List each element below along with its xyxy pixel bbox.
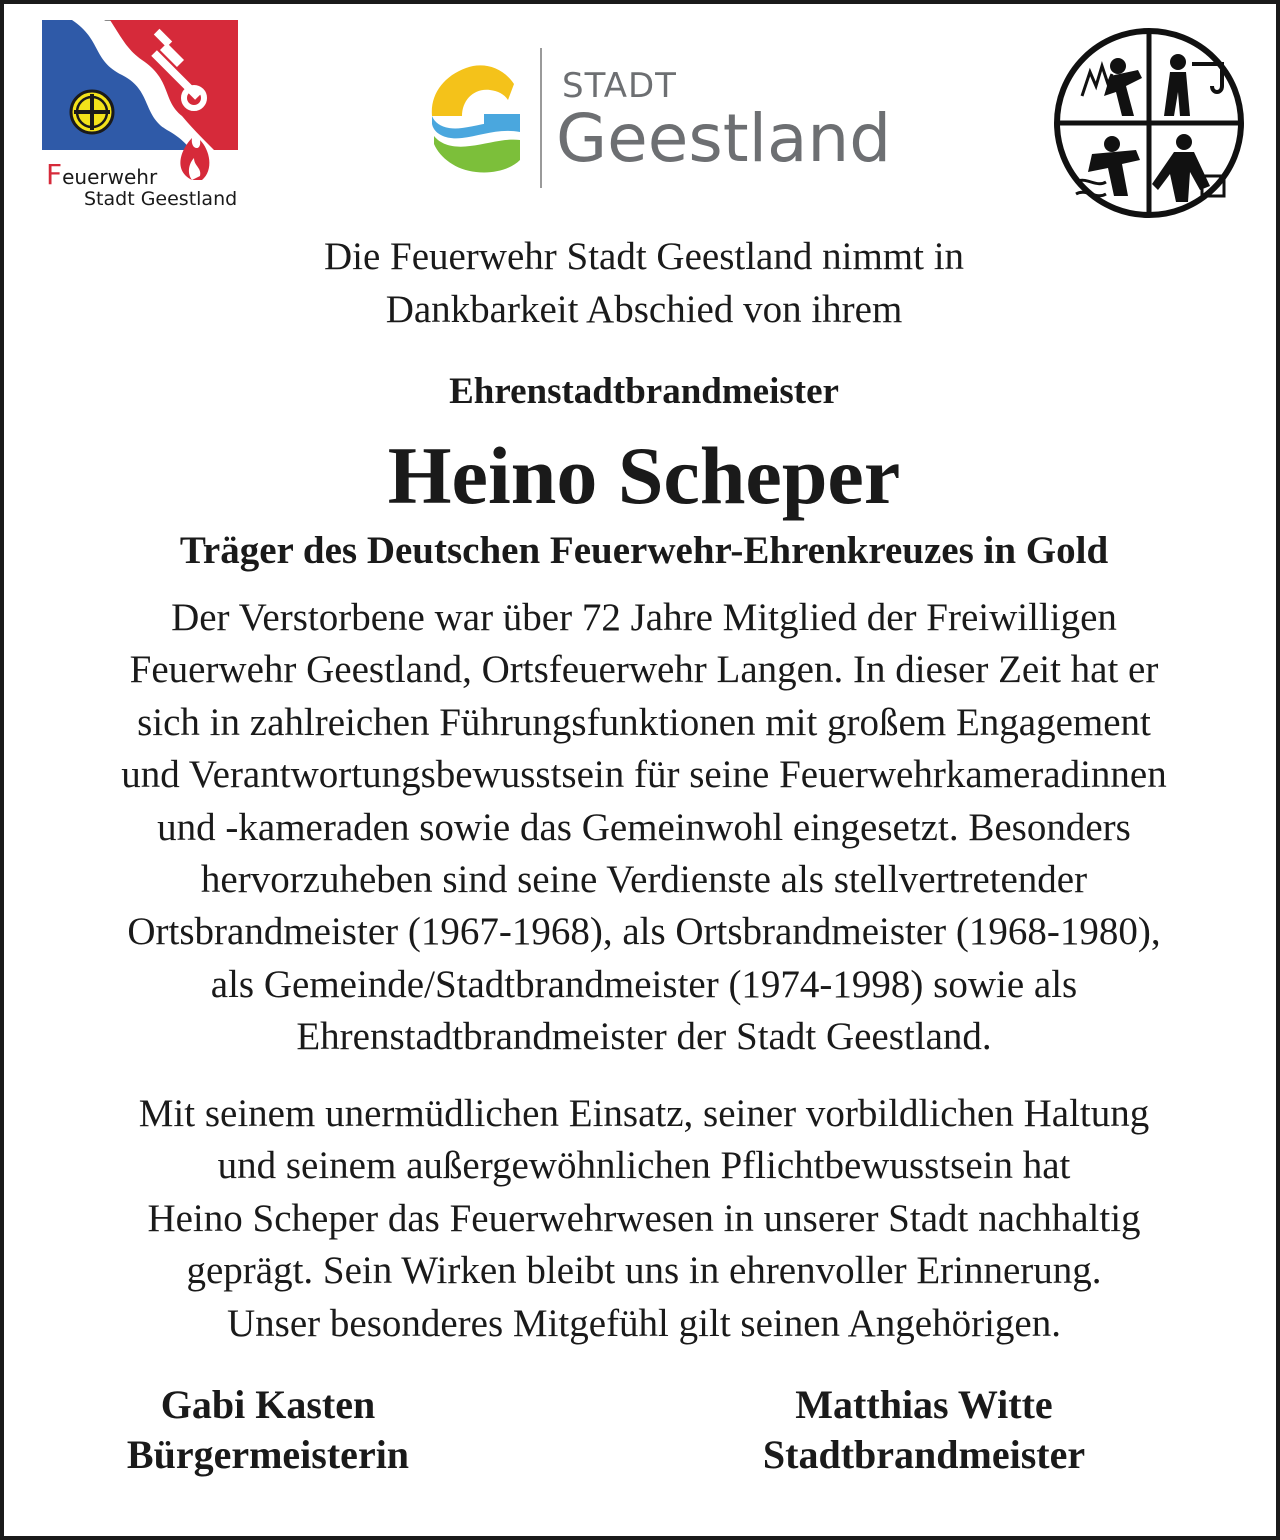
award-line: Träger des Deutschen Feuerwehr-Ehrenkreuzes in Gold xyxy=(179,529,1109,572)
tribute-paragraph xyxy=(34,1088,1254,1350)
paragraph-line: hervorzuheben sind seine Verdienste als stellvertretender xyxy=(200,858,1088,902)
paragraph-line: Unser besonderes Mitgefühl gilt seinen Angehörigen. xyxy=(227,1301,1061,1345)
intro-line: Dankbarkeit Abschied von ihrem xyxy=(385,288,903,331)
paragraph-line: und -kameraden sowie das Gemeinwohl eingesetzt. Besonders xyxy=(157,805,1131,849)
logo-divider xyxy=(540,48,542,188)
paragraph-line: als Gemeinde/Stadtbrandmeister (1974-1998) sowie als xyxy=(210,962,1078,1006)
geestland-g-icon xyxy=(422,44,532,190)
crest-initial: F xyxy=(46,158,63,191)
signatory-right xyxy=(664,1380,1184,1480)
paragraph-line: Ortsbrandmeister (1967-1968), als Ortsbrandmeister (1968-1980), xyxy=(127,910,1161,954)
deceased-name: Heino Scheper xyxy=(387,430,901,521)
city-logo-name: Geestland xyxy=(556,100,892,177)
fire-brigade-coat-of-arms-icon xyxy=(42,20,238,216)
signatory-title: Stadtbrandmeister xyxy=(762,1432,1086,1477)
signatory-left xyxy=(8,1380,528,1480)
deceased-rank: Ehrenstadtbrandmeister xyxy=(449,371,839,412)
signatory-name: Gabi Kasten xyxy=(160,1382,376,1427)
paragraph-line: Heino Scheper das Feuerwehrwesen in unserer Stadt nachhaltig xyxy=(147,1196,1141,1240)
paragraph-line: geprägt. Sein Wirken bleibt uns in ehrenvoller Erinnerung. xyxy=(186,1249,1102,1293)
biography-paragraph xyxy=(34,592,1254,1064)
paragraph-line: Feuerwehr Geestland, Ortsfeuerwehr Langen. In dieser Zeit hat er xyxy=(129,648,1159,692)
paragraph-line: Ehrenstadtbrandmeister der Stadt Geestland. xyxy=(296,1015,992,1059)
intro-line: Die Feuerwehr Stadt Geestland nimmt in xyxy=(323,235,965,278)
crest-text-line2: Stadt Geestland xyxy=(84,188,238,210)
firefighter-emblem-icon xyxy=(1052,26,1246,220)
city-logo xyxy=(422,44,892,190)
city-logo-small-text: STADT xyxy=(562,66,677,106)
paragraph-line: Mit seinem unermüdlichen Einsatz, seiner vorbildlichen Haltung xyxy=(138,1092,1150,1135)
paragraph-line: und seinem außergewöhnlichen Pflichtbewusstsein hat xyxy=(217,1144,1071,1188)
signatory-title: Bürgermeisterin xyxy=(126,1432,410,1477)
signatory-name: Matthias Witte xyxy=(795,1382,1053,1427)
paragraph-line: und Verantwortungsbewusstsein für seine Feuerwehrkameradinnen xyxy=(121,753,1167,797)
intro-text xyxy=(34,230,1254,336)
crest-text-line1-rest: euerwehr xyxy=(62,165,158,189)
paragraph-line: sich in zahlreichen Führungsfunktionen mit großem Engagement xyxy=(137,700,1151,744)
paragraph-line: Der Verstorbene war über 72 Jahre Mitglied der Freiwilligen xyxy=(171,596,1117,639)
